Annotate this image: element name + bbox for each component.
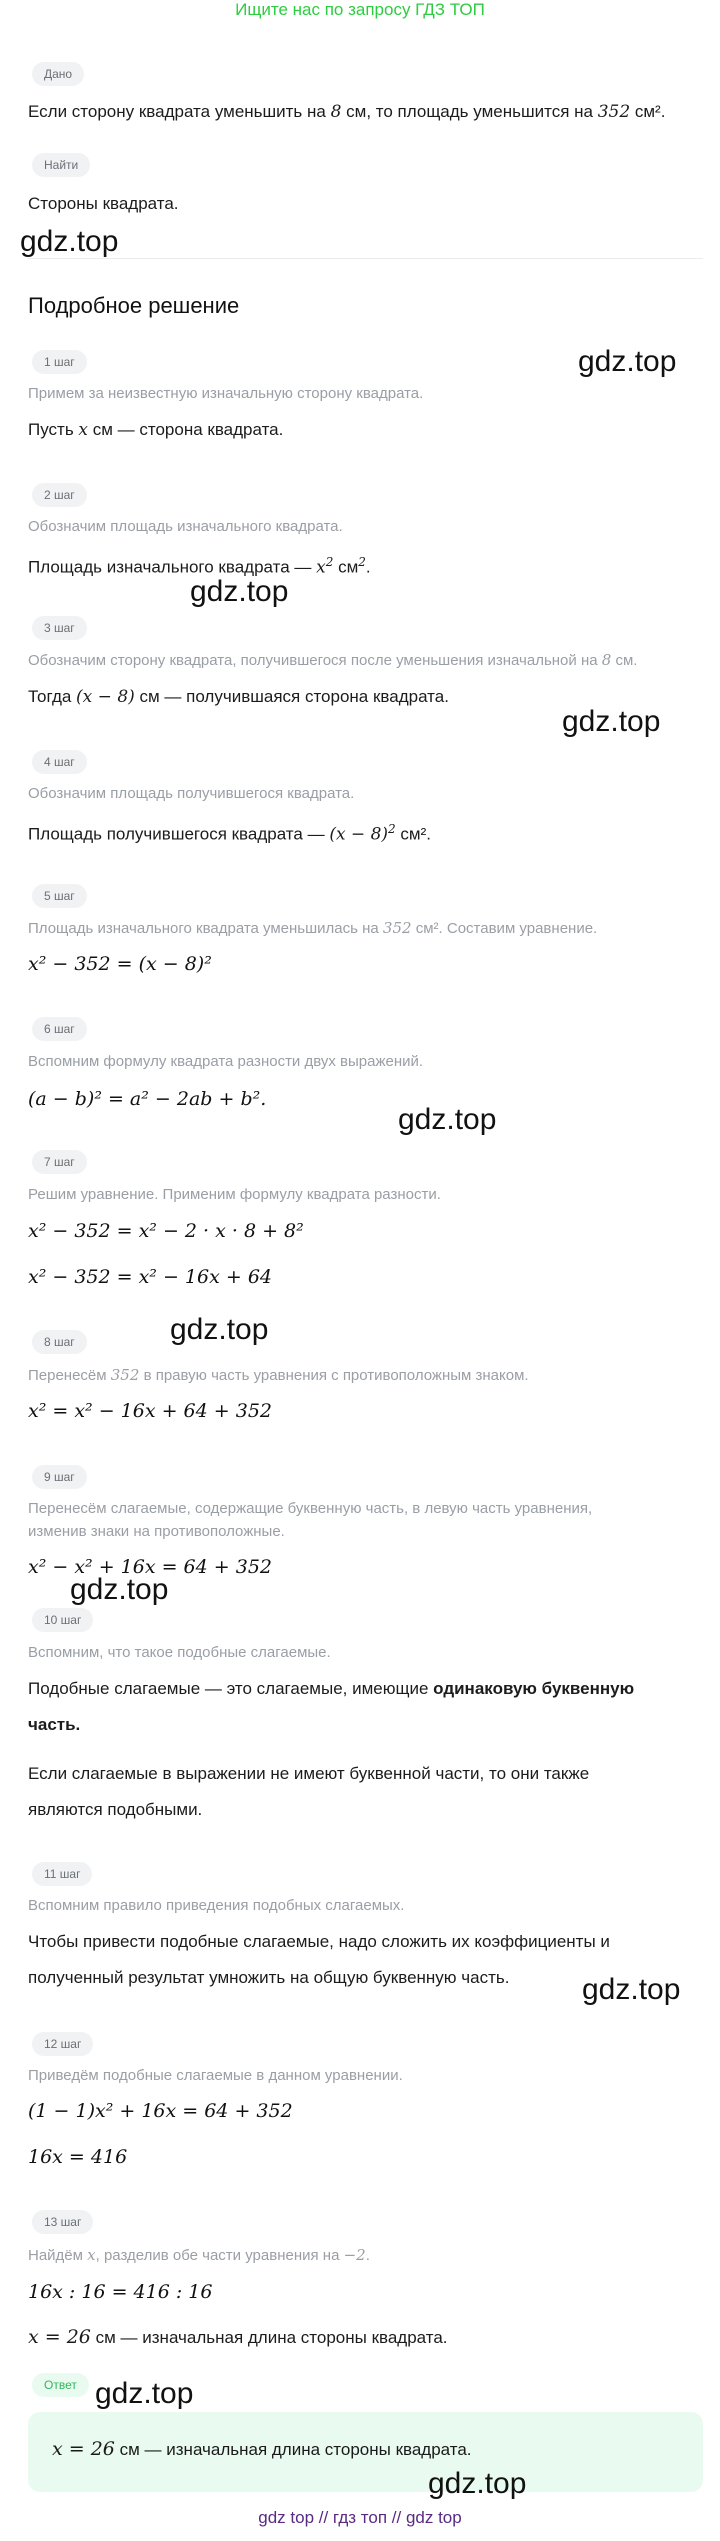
step-2-text: Площадь изначального квадрата — $x^2$ $см^2$.: [28, 555, 371, 578]
search-hint-link[interactable]: Ищите нас по запросу ГДЗ ТОП: [235, 0, 485, 19]
step-2-desc: Обозначим площадь изначального квадрата.: [28, 518, 343, 535]
step-12-pill: 12 шаг: [32, 2032, 93, 2056]
step-7-equation-2: x² − 352 = x² − 16x + 64: [28, 1266, 272, 1288]
step-2-pill: 2 шаг: [32, 483, 87, 507]
step-3-pill: 3 шаг: [32, 616, 87, 640]
watermark: gdz.top: [398, 1103, 497, 1136]
step-9-equation: x² − x² + 16x = 64 + 352: [28, 1556, 272, 1578]
step-4-text: Площадь получившегося квадрата — $(x - 8)^2$ см².: [28, 822, 431, 845]
step-9-desc-1: Перенесём слагаемые, содержащие буквенную часть, в левую часть уравнения,: [28, 1500, 593, 1517]
step-6-desc: Вспомним формулу квадрата разности двух выражений.: [28, 1053, 424, 1070]
step-4-pill: 4 шаг: [32, 750, 87, 774]
watermark: gdz.top: [428, 2467, 527, 2500]
watermark: gdz.top: [95, 2377, 194, 2410]
solution-heading: Подробное решение: [28, 293, 240, 318]
step-12-desc: Приведём подобные слагаемые в данном уравнении.: [28, 2067, 403, 2084]
answer-text: x = 26 см — изначальная длина стороны квадрата.: [52, 2438, 472, 2460]
watermark: gdz.top: [582, 1973, 681, 2006]
step-13-pill: 13 шаг: [32, 2210, 93, 2234]
step-11-rule-2: полученный результат умножить на общую буквенную часть.: [28, 1968, 510, 1987]
divider: [28, 258, 703, 259]
watermark: gdz.top: [578, 345, 677, 378]
step-3-desc: Обозначим сторону квадрата, получившегося после уменьшения изначальной на 8 см.: [28, 651, 638, 669]
step-5-equation: x² − 352 = (x − 8)²: [28, 953, 212, 975]
step-6-equation: (a − b)² = a² − 2ab + b².: [28, 1088, 267, 1110]
step-8-equation: x² = x² − 16x + 64 + 352: [28, 1400, 272, 1422]
footer-links[interactable]: gdz top // гдз топ // gdz top: [258, 2508, 462, 2527]
step-13-result: x = 26 см — изначальная длина стороны квадрата.: [28, 2326, 448, 2348]
step-7-pill: 7 шаг: [32, 1150, 87, 1174]
step-5-desc: Площадь изначального квадрата уменьшилась на 352 см². Составим уравнение.: [28, 919, 598, 937]
step-10-desc: Вспомним, что такое подобные слагаемые.: [28, 1644, 331, 1661]
step-4-desc: Обозначим площадь получившегося квадрата.: [28, 785, 355, 802]
step-12-equation-1: (1 − 1)x² + 16x = 64 + 352: [28, 2100, 293, 2122]
step-9-desc-2: изменив знаки на противоположные.: [28, 1523, 285, 1540]
step-10-definition: Подобные слагаемые — это слагаемые, имеющие одинаковую буквенную: [28, 1679, 635, 1698]
given-pill: Дано: [32, 62, 84, 86]
step-11-rule-1: Чтобы привести подобные слагаемые, надо сложить их коэффициенты и: [28, 1932, 610, 1951]
step-11-pill: 11 шаг: [32, 1862, 92, 1886]
watermark: gdz.top: [562, 705, 661, 738]
step-12-equation-2: 16x = 416: [28, 2146, 128, 2168]
step-13-desc: Найдём x, разделив обе части уравнения на −2.: [28, 2246, 370, 2264]
given-text: Если сторону квадрата уменьшить на 8 см, то площадь уменьшится на 352 см².: [28, 102, 666, 122]
answer-pill: Ответ: [32, 2373, 89, 2397]
watermark: gdz.top: [70, 1573, 169, 1606]
step-1-desc: Примем за неизвестную изначальную сторону квадрата.: [28, 385, 424, 402]
step-8-desc: Перенесём 352 в правую часть уравнения с противоположным знаком.: [28, 1366, 529, 1384]
find-text: Стороны квадрата.: [28, 194, 179, 213]
step-13-equation-1: 16x : 16 = 416 : 16: [28, 2281, 213, 2303]
step-1-text: Пусть x см — сторона квадрата.: [28, 420, 284, 440]
step-6-pill: 6 шаг: [32, 1017, 87, 1041]
answer-box: [28, 2412, 703, 2492]
step-5-pill: 5 шаг: [32, 884, 87, 908]
step-7-equation-1: x² − 352 = x² − 2 · x · 8 + 8²: [28, 1220, 304, 1242]
step-8-pill: 8 шаг: [32, 1330, 87, 1354]
step-10-definition-cont: часть.: [28, 1715, 81, 1734]
step-1-pill: 1 шаг: [32, 350, 87, 374]
step-10-note-1: Если слагаемые в выражении не имеют буквенной части, то они также: [28, 1764, 590, 1783]
find-pill: Найти: [32, 153, 90, 177]
watermark: gdz.top: [170, 1313, 269, 1346]
step-3-text: Тогда (x − 8) см — получившаяся сторона квадрата.: [28, 687, 449, 707]
step-7-desc: Решим уравнение. Применим формулу квадрата разности.: [28, 1186, 441, 1203]
watermark: gdz.top: [190, 575, 289, 608]
step-9-pill: 9 шаг: [32, 1465, 87, 1489]
step-10-note-2: являются подобными.: [28, 1800, 203, 1819]
step-11-desc: Вспомним правило приведения подобных слагаемых.: [28, 1897, 405, 1914]
step-10-pill: 10 шаг: [32, 1608, 93, 1632]
watermark: gdz.top: [20, 225, 119, 258]
